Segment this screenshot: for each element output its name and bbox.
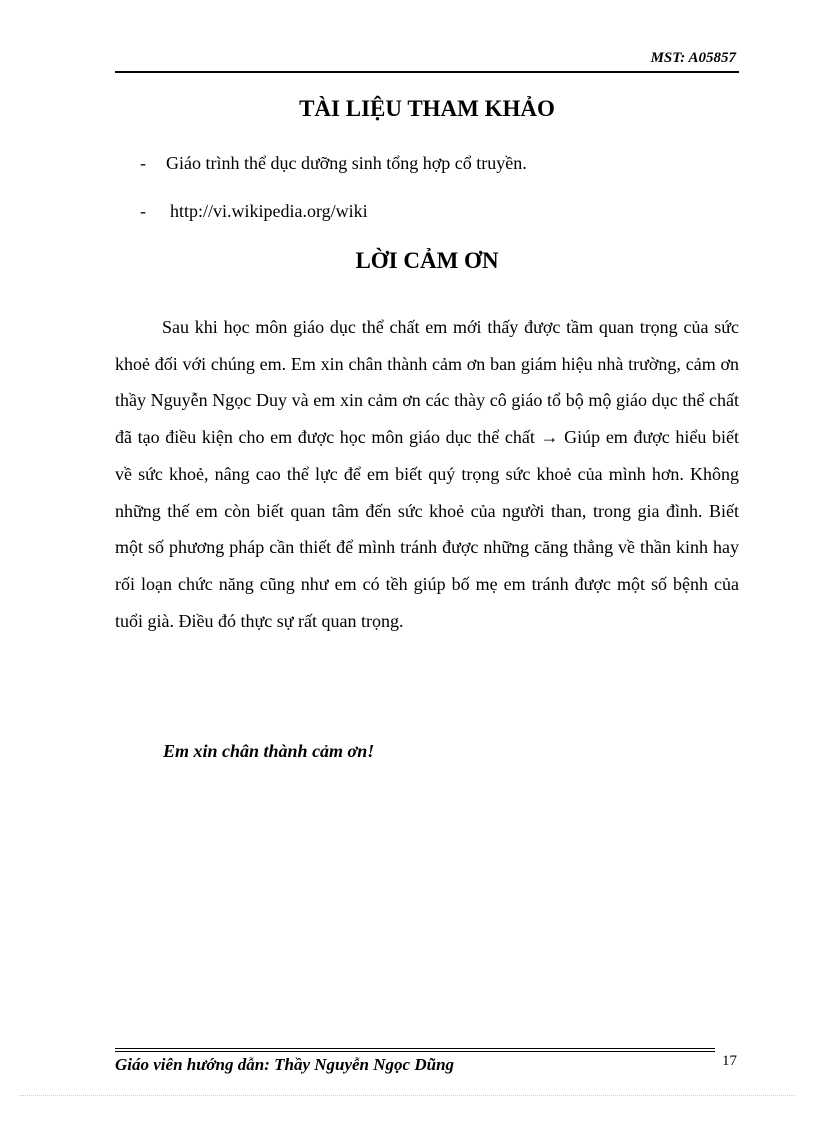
reference-item [140, 152, 527, 174]
thanks-title: LỜI CẢM ƠN [355, 248, 499, 273]
page-edge-divider [20, 1095, 796, 1096]
reference-item [140, 200, 368, 222]
thanks-paragraph: Sau khi học môn giáo dục thể chất em mới thấy được tầm quan trọng của sức khoẻ đối với chúng em. Em xin chân thành cảm ơn ban giám hiệu nhà trường, cảm ơn thầy Nguyễn Ngọc Duy và em xin cảm ơn các thày cô giáo tổ bộ mộ giáo dục thể chất đã tạo điều kiện cho em được học môn giáo dục thể chất → Giúp em được hiểu biết về sức khoẻ, nâng cao thể lực để em biết quý trọng sức khoẻ của mình hơn. Không những thế em còn biết quan tâm đến sức khoẻ của người than, trong gia đình. Biết một số phương pháp cần thiết để mình tránh được những căng thẳng về thần kinh hay rối loạn chức năng cũng như em có tềh giúp bố mẹ em tránh được một số bệnh của tuổi già. Điều đó thực sự rất quan trọng. [115, 317, 739, 631]
reference-text: http://vi.wikipedia.org/wiki [170, 201, 368, 221]
reference-bullet: - [140, 201, 146, 221]
thanks-closing: Em xin chân thành cảm ơn! [163, 741, 375, 761]
document-code: MST: A05857 [650, 50, 736, 66]
footer-rule [115, 1051, 715, 1052]
page-number: 17 [722, 1053, 737, 1069]
reference-text: Giáo trình thể dục dưỡng sinh tổng hợp cổ truyền. [166, 153, 527, 173]
footer-teacher: Giáo viên hướng dẫn: Thầy Nguyễn Ngọc Dũng [115, 1055, 455, 1074]
header-rule [115, 71, 739, 73]
reference-bullet: - [140, 153, 146, 173]
references-title: TÀI LIỆU THAM KHẢO [299, 96, 555, 121]
footer-rule [115, 1048, 715, 1049]
